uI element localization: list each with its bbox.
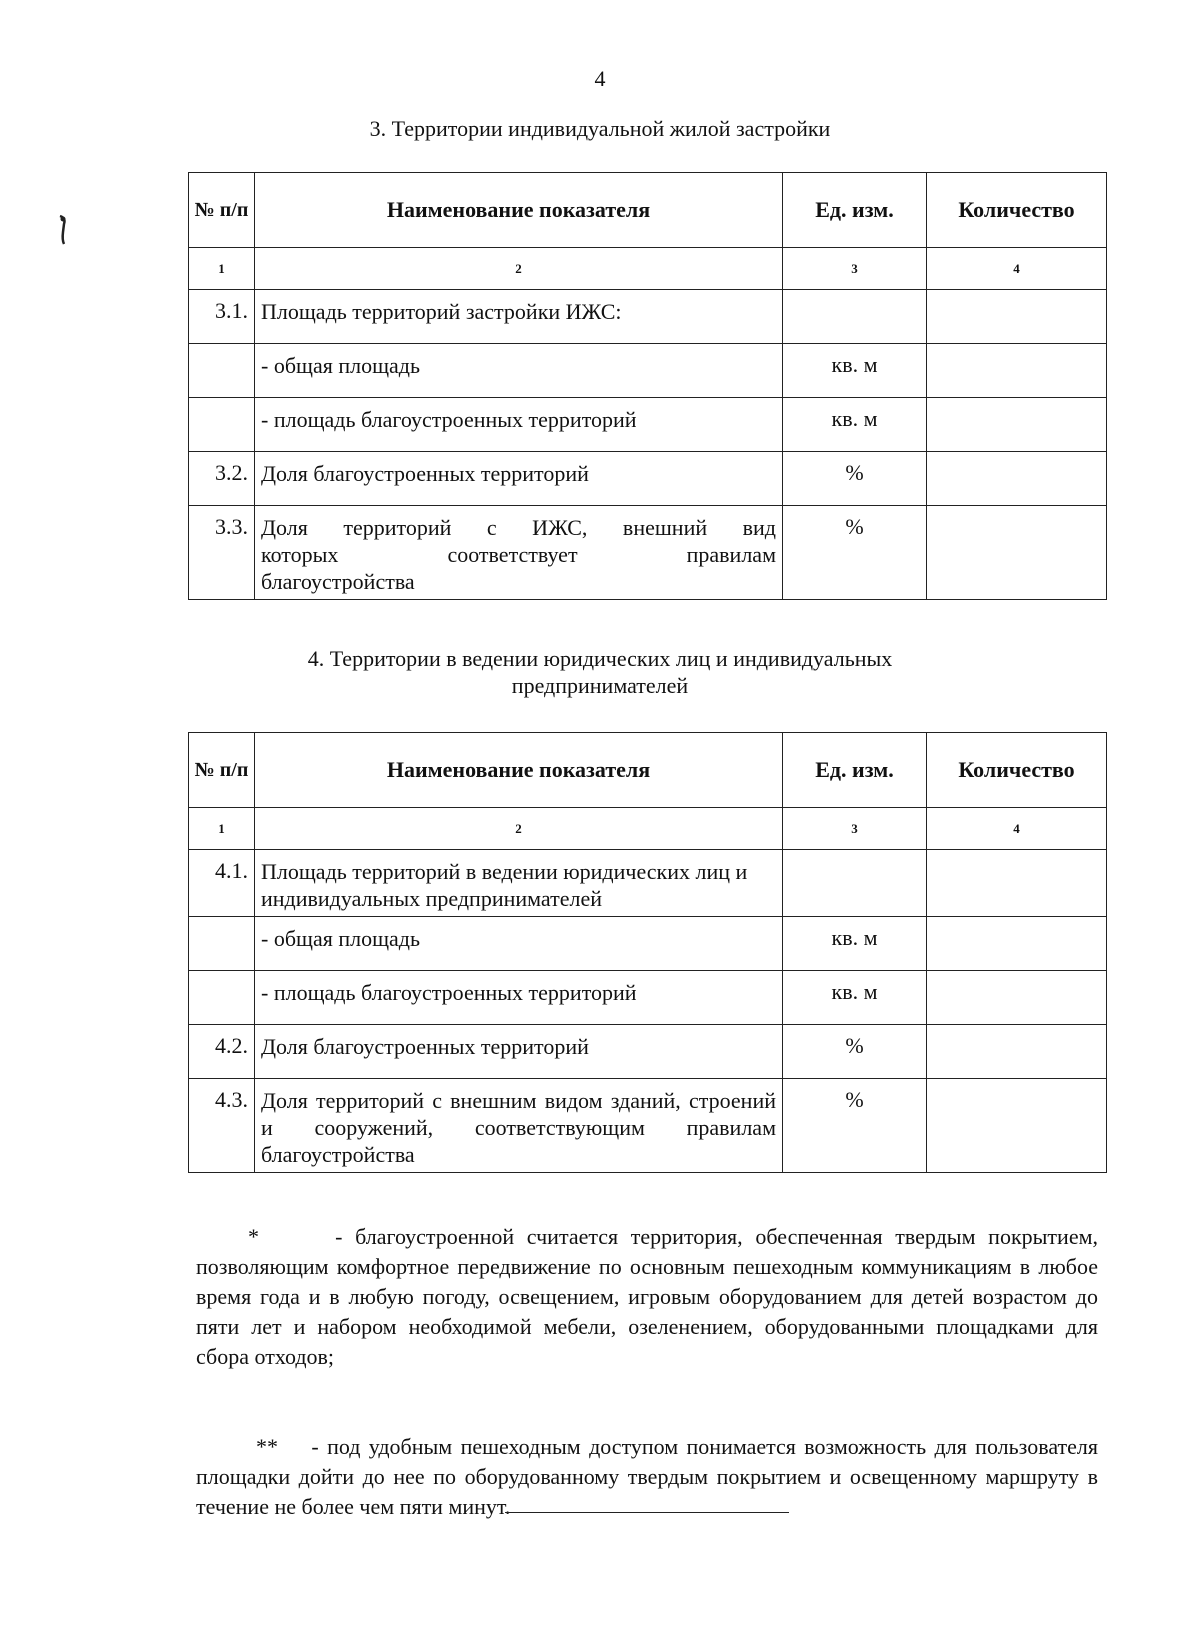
section-3-table: [188, 172, 1107, 600]
row-unit: [783, 290, 927, 344]
row-num: 3.3.: [189, 506, 255, 600]
page-number: 4: [594, 66, 606, 91]
row-unit: %: [783, 506, 927, 600]
row-unit: %: [783, 1079, 927, 1173]
end-divider: [505, 1512, 789, 1513]
row-name: [255, 506, 783, 600]
row-num: 4.1.: [189, 850, 255, 917]
table-row: [189, 1079, 1107, 1173]
table-row: [189, 290, 1107, 344]
section-4-table: [188, 732, 1107, 1173]
table-header-row: [189, 733, 1107, 808]
row-name: - общая площадь: [255, 917, 783, 971]
row-qty: [927, 398, 1107, 452]
row-qty: [927, 1025, 1107, 1079]
row-num: [189, 344, 255, 398]
row-num: [189, 398, 255, 452]
column-number: 4: [927, 248, 1107, 290]
column-number: 3: [783, 808, 927, 850]
row-name: - общая площадь: [255, 344, 783, 398]
section-4-title-line: 4. Территории в ведении юридических лиц и индивидуальных: [307, 646, 893, 671]
row-qty: [927, 452, 1107, 506]
row-name: Доля территорий с внешним видом зданий, строений и сооружений, соответствующим правилам благоустройства: [255, 1079, 783, 1173]
header-unit: Ед. изм.: [783, 173, 927, 248]
header-qty: Количество: [927, 173, 1107, 248]
column-numbers-row: [189, 248, 1107, 290]
row-qty: [927, 1079, 1107, 1173]
column-number: 3: [783, 248, 927, 290]
row-qty: [927, 917, 1107, 971]
row-num: [189, 971, 255, 1025]
ink-mark-icon: [58, 214, 68, 246]
row-unit: кв. м: [783, 344, 927, 398]
row-num: 4.3.: [189, 1079, 255, 1173]
column-number: 4: [927, 808, 1107, 850]
header-name: Наименование показателя: [255, 173, 783, 248]
row-name: Площадь территорий в ведении юридических лиц и индивидуальных предпринимателей: [255, 850, 783, 917]
footnote: [196, 1222, 1098, 1372]
row-qty: [927, 290, 1107, 344]
table-header-row: [189, 173, 1107, 248]
header-num: № п/п: [189, 173, 255, 248]
section-3-title: 3. Территории индивидуальной жилой застройки: [369, 116, 831, 141]
row-qty: [927, 850, 1107, 917]
header-num: № п/п: [189, 733, 255, 808]
row-unit: [783, 850, 927, 917]
row-name: Доля благоустроенных территорий: [255, 452, 783, 506]
header-qty: Количество: [927, 733, 1107, 808]
table-row: [189, 452, 1107, 506]
table-row: [189, 506, 1107, 600]
table-row: [189, 917, 1107, 971]
section-4-title: [0, 645, 1200, 699]
section-4-title-line: предпринимателей: [511, 673, 689, 698]
row-name: - площадь благоустроенных территорий: [255, 971, 783, 1025]
header-unit: Ед. изм.: [783, 733, 927, 808]
row-unit: кв. м: [783, 917, 927, 971]
column-numbers-row: [189, 808, 1107, 850]
table-row: [189, 850, 1107, 917]
row-qty: [927, 344, 1107, 398]
footnote: [196, 1432, 1098, 1522]
footnote-text: - благоустроенной считается территория, обеспеченная твердым покрытием, позволяющим комфортное передвижение по основным пешеходным коммуникациям в любое время года и в любую погоду, освещением, игровым оборудованием для детей возрастом до пяти лет и набором необходимой мебели, озеленением, оборудованными площадками для сбора отходов;: [196, 1224, 1099, 1369]
column-number: 2: [255, 808, 783, 850]
table-row: [189, 344, 1107, 398]
table-row: [189, 971, 1107, 1025]
row-qty: [927, 506, 1107, 600]
row-name-line: Доля территорий с ИЖС, внешний вид: [261, 515, 776, 540]
row-num: [189, 917, 255, 971]
row-unit: кв. м: [783, 971, 927, 1025]
footnote-mark: **: [256, 1434, 278, 1459]
row-unit: %: [783, 1025, 927, 1079]
row-num: 3.2.: [189, 452, 255, 506]
row-name: - площадь благоустроенных территорий: [255, 398, 783, 452]
column-number: 1: [189, 248, 255, 290]
table-row: [189, 398, 1107, 452]
column-number: 2: [255, 248, 783, 290]
row-unit: %: [783, 452, 927, 506]
row-name-line: которых соответствует правилам: [261, 542, 776, 567]
header-name: Наименование показателя: [255, 733, 783, 808]
row-unit: кв. м: [783, 398, 927, 452]
row-name: Доля благоустроенных территорий: [255, 1025, 783, 1079]
row-name: Площадь территорий застройки ИЖС:: [255, 290, 783, 344]
row-qty: [927, 971, 1107, 1025]
table-row: [189, 1025, 1107, 1079]
row-name-line: благоустройства: [261, 569, 415, 594]
row-num: 4.2.: [189, 1025, 255, 1079]
footnote-text: - под удобным пешеходным доступом понимается возможность для пользователя площадки дойти до нее по оборудованному твердым покрытием и освещенному маршруту в течение не более чем пяти минут.: [196, 1434, 1098, 1519]
column-number: 1: [189, 808, 255, 850]
footnote-mark: *: [248, 1224, 259, 1249]
row-num: 3.1.: [189, 290, 255, 344]
